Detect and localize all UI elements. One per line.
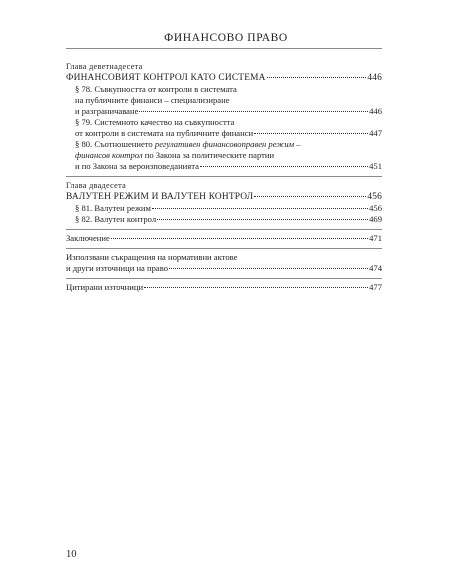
page-number: 10: [66, 549, 77, 560]
s80-line3: и по Закона за вероизповеданията: [75, 161, 199, 171]
toc-entry-s82[interactable]: [66, 214, 382, 225]
toc-entry-sources[interactable]: [66, 282, 382, 293]
chapter-20-label: Глава двадесета: [66, 181, 127, 190]
toc-entry-s80[interactable]: [66, 139, 382, 172]
abbreviations-page: 474: [369, 263, 382, 273]
table-of-contents: [66, 58, 382, 293]
toc-entry-conclusion[interactable]: [66, 233, 382, 244]
s78-line2: на публичните финанси – специализиране: [75, 95, 230, 105]
header-rule: [66, 48, 382, 49]
dot-leader: [111, 238, 368, 239]
sources-text: Цитирани източници: [66, 282, 144, 292]
s78-line1: § 78. Съвкупността от контроли в системата: [75, 84, 237, 94]
toc-entry-chapter-20[interactable]: [66, 191, 382, 203]
s79-line1: § 79. Системното качество на съвкупността: [75, 117, 235, 127]
chapter-19-page: 446: [367, 73, 382, 83]
s80-line2: [75, 150, 382, 161]
s79-page: 447: [369, 128, 382, 138]
toc-entry-s79[interactable]: [66, 117, 382, 139]
s80-line1: [75, 139, 382, 150]
dot-leader: [200, 166, 368, 167]
toc-entry-s81[interactable]: [66, 203, 382, 214]
dot-leader: [169, 268, 368, 269]
s78-line3: и разграничаване: [75, 106, 139, 116]
toc-entry-chapter-19[interactable]: [66, 72, 382, 84]
chapter-20-title: ВАЛУТЕН РЕЖИМ И ВАЛУТЕН КОНТРОЛ: [66, 192, 254, 202]
conclusion-page: 471: [369, 233, 382, 243]
running-header: ФИНАНСОВО ПРАВО: [164, 32, 288, 44]
dot-leader: [144, 287, 368, 288]
conclusion-text: Заключение: [66, 233, 110, 243]
section-divider: [66, 229, 382, 230]
s81-text: § 81. Валутен режим: [75, 203, 151, 213]
sources-page: 477: [369, 282, 382, 292]
dot-leader: [267, 77, 367, 78]
s82-text: § 82. Валутен контрол: [75, 214, 157, 224]
s82-page: 469: [369, 214, 382, 224]
s80-italic-2: финансов контрол: [75, 150, 143, 160]
toc-entry-s78[interactable]: [66, 84, 382, 117]
s80-italic-1: регулативен финансовоправен режим –: [154, 139, 301, 149]
s80-line2-rest: по Закона за политическите партии: [144, 150, 275, 160]
s81-page: 456: [369, 203, 382, 213]
dot-leader: [254, 196, 366, 197]
toc-entry-abbreviations[interactable]: [66, 252, 382, 274]
chapter-19-title: ФИНАНСОВИЯТ КОНТРОЛ КАТО СИСТЕМА: [66, 73, 266, 83]
section-divider: [66, 176, 382, 177]
dot-leader: [152, 208, 368, 209]
dot-leader: [254, 133, 368, 134]
abbreviations-line1: Използвани съкращения на нормативни актове: [66, 252, 238, 262]
s80-page: 451: [369, 161, 382, 171]
chapter-19-label: Глава деветнадесета: [66, 62, 143, 71]
dot-leader: [139, 111, 368, 112]
s80-prefix: § 80. Съотношението: [75, 139, 153, 149]
section-divider: [66, 278, 382, 279]
s78-page: 446: [369, 106, 382, 116]
s79-line2: от контроли в системата на публичните финанси: [75, 128, 254, 138]
chapter-20-page: 456: [367, 192, 382, 202]
section-divider: [66, 248, 382, 249]
abbreviations-line2: и други източници на право: [66, 263, 169, 273]
dot-leader: [157, 219, 368, 220]
